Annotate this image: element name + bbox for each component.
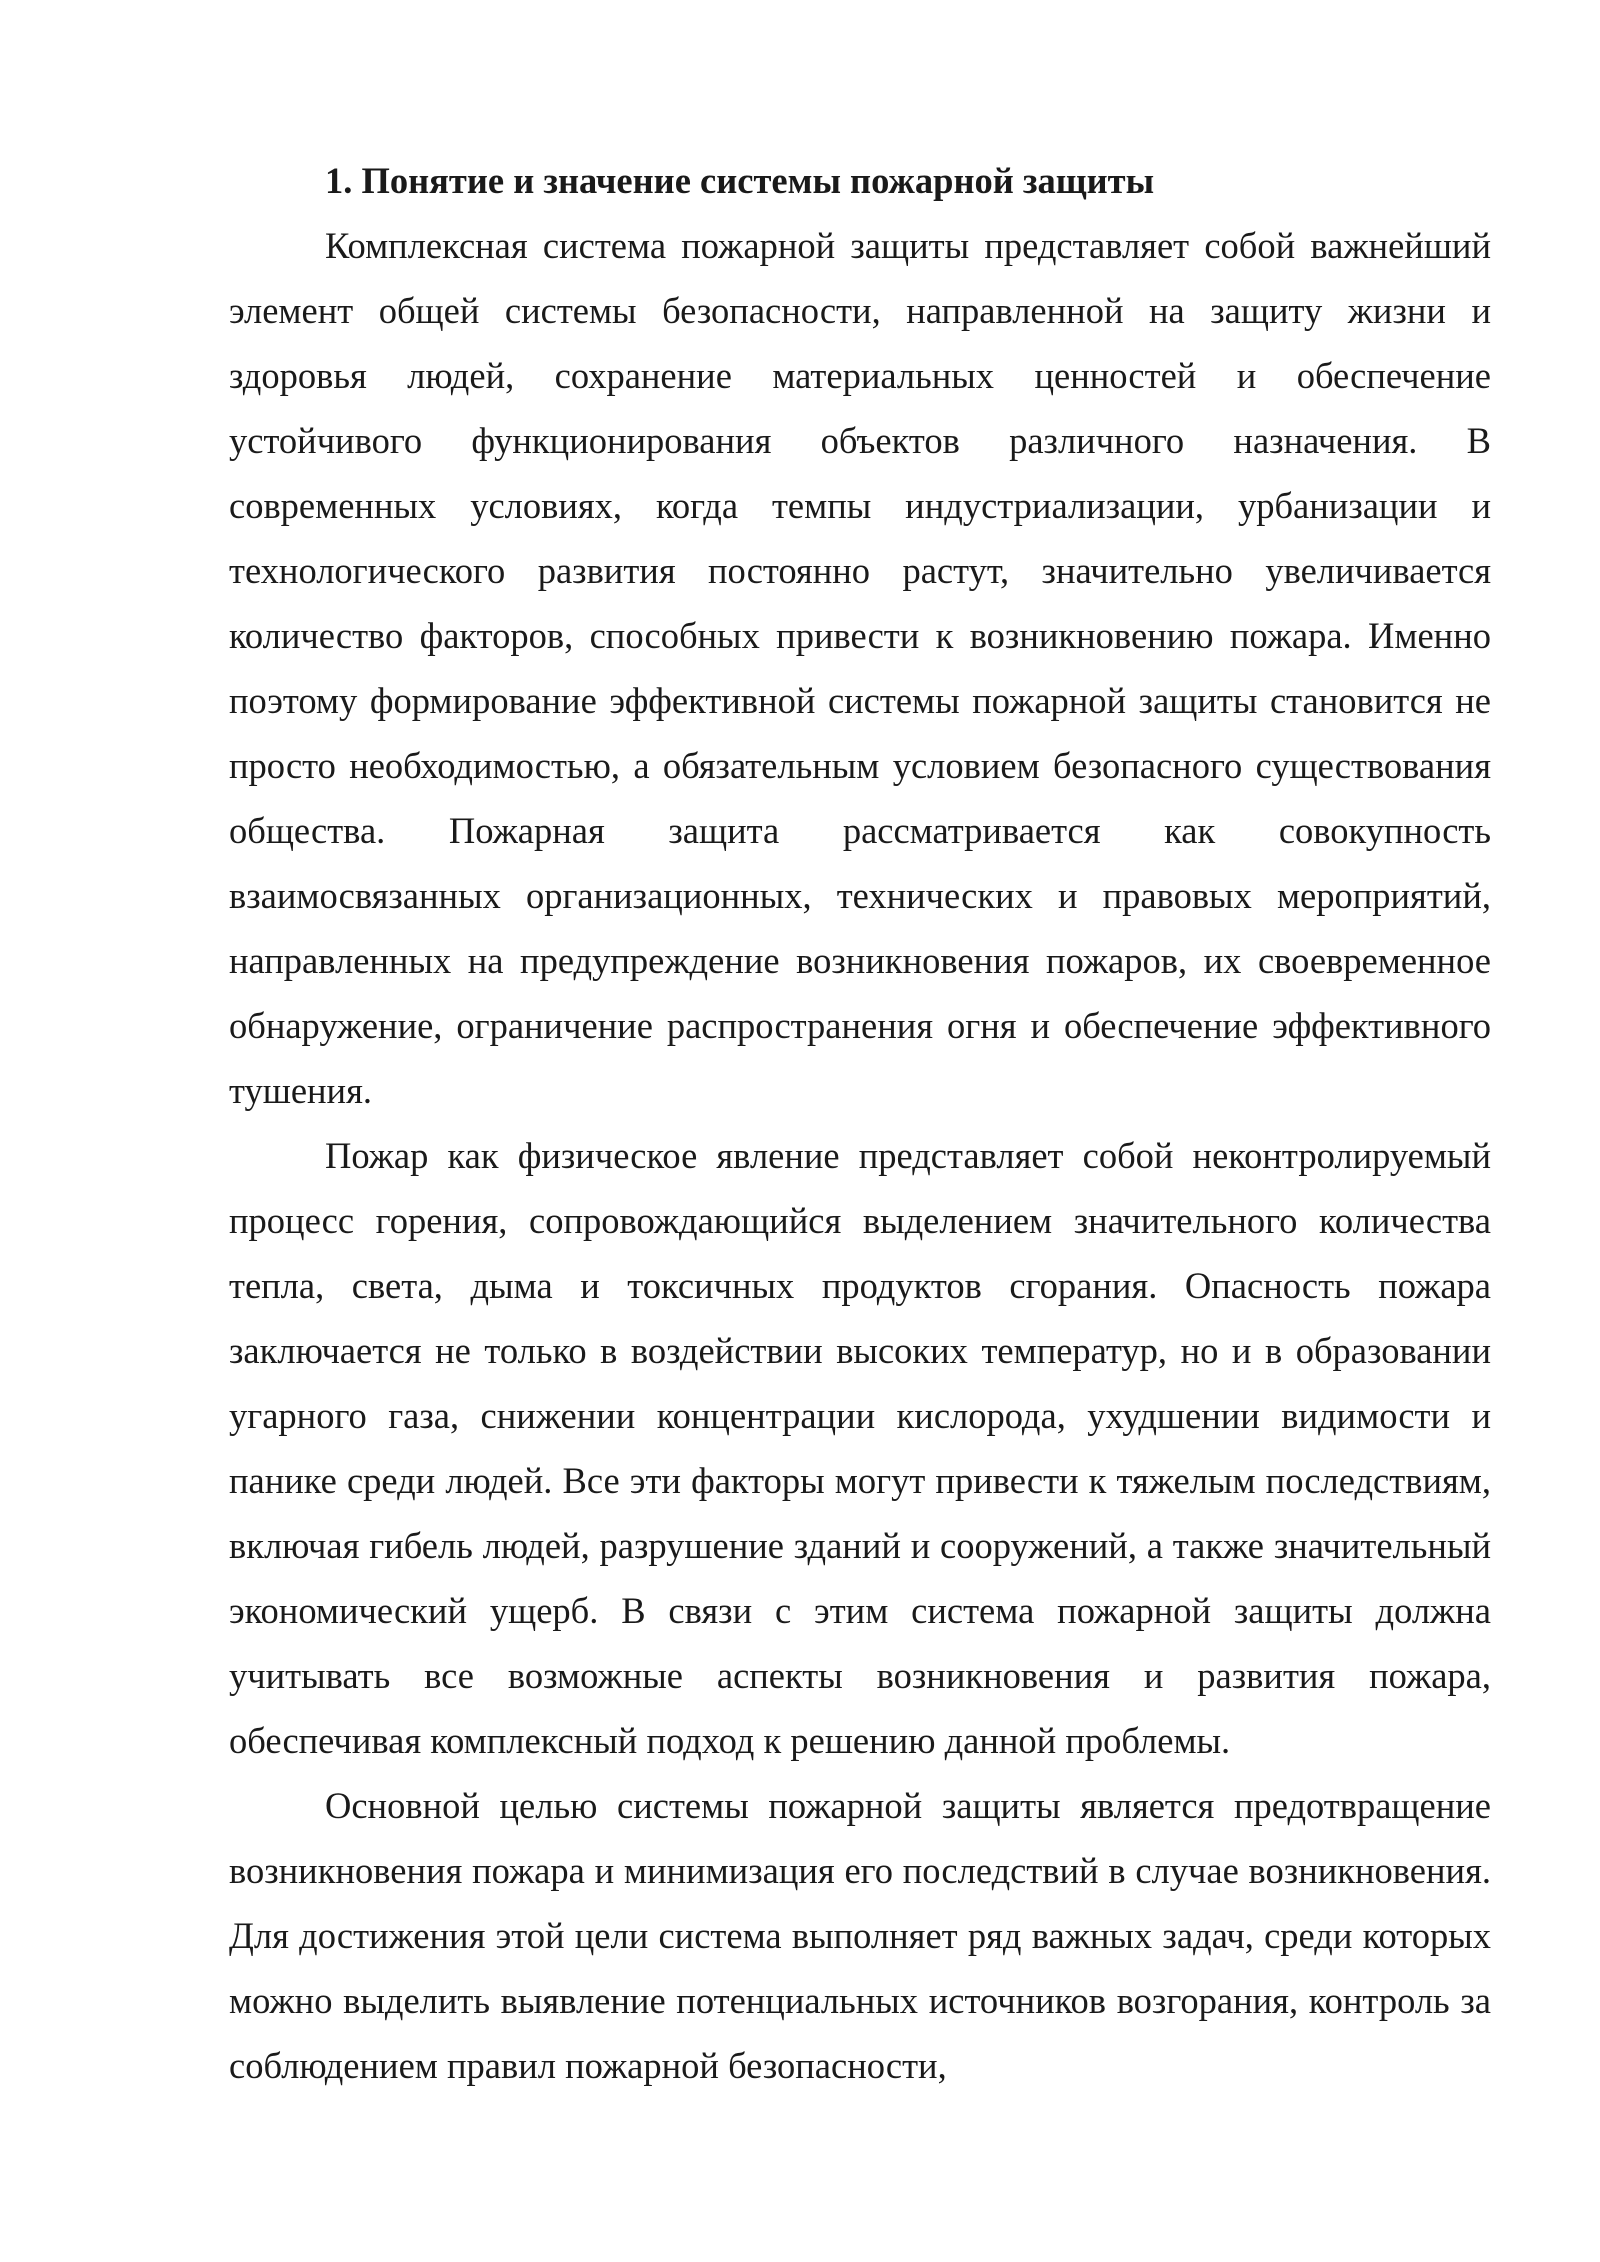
paragraph-2: Пожар как физическое явление представляет собой неконтролируемый процесс горения, сопровождающийся выделением значительного количества тепла, света, дыма и токсичных продуктов сгорания. Опасность пожара заключается не только в воздействии высоких температур, но и в образовании угарного газа, снижении концентрации кислорода, ухудшении видимости и панике среди людей. Все эти факторы могут привести к тяжелым последствиям, включая гибель людей, разрушение зданий и сооружений, а также значительный экономический ущерб. В связи с этим система пожарной защиты должна учитывать все возможные аспекты возникновения и развития пожара, обеспечивая комплексный подход к решению данной проблемы. <box>229 1135 1491 1761</box>
paragraph-3: Основной целью системы пожарной защиты является предотвращение возникновения пожара и минимизация его последствий в случае возникновения. Для достижения этой цели система выполняет ряд важных задач, среди которых можно выделить выявление потенциальных источников возгорания, контроль за соблюдением правил пожарной безопасности, <box>229 1785 1491 2086</box>
document-body <box>229 148 1491 2098</box>
section-heading: 1. Понятие и значение системы пожарной защиты <box>325 160 1155 201</box>
paragraph-1: Комплексная система пожарной защиты представляет собой важнейший элемент общей системы безопасности, направленной на защиту жизни и здоровья людей, сохранение материальных ценностей и обеспечение устойчивого функционирования объектов различного назначения. В современных условиях, когда темпы индустриализации, урбанизации и технологического развития постоянно растут, значительно увеличивается количество факторов, способных привести к возникновению пожара. Именно поэтому формирование эффективной системы пожарной защиты становится не просто необходимостью, а обязательным условием безопасного существования общества. Пожарная защита рассматривается как совокупность взаимосвязанных организационных, технических и правовых мероприятий, направленных на предупреждение возникновения пожаров, их своевременное обнаружение, ограничение распространения огня и обеспечение эффективного тушения. <box>229 225 1491 1111</box>
